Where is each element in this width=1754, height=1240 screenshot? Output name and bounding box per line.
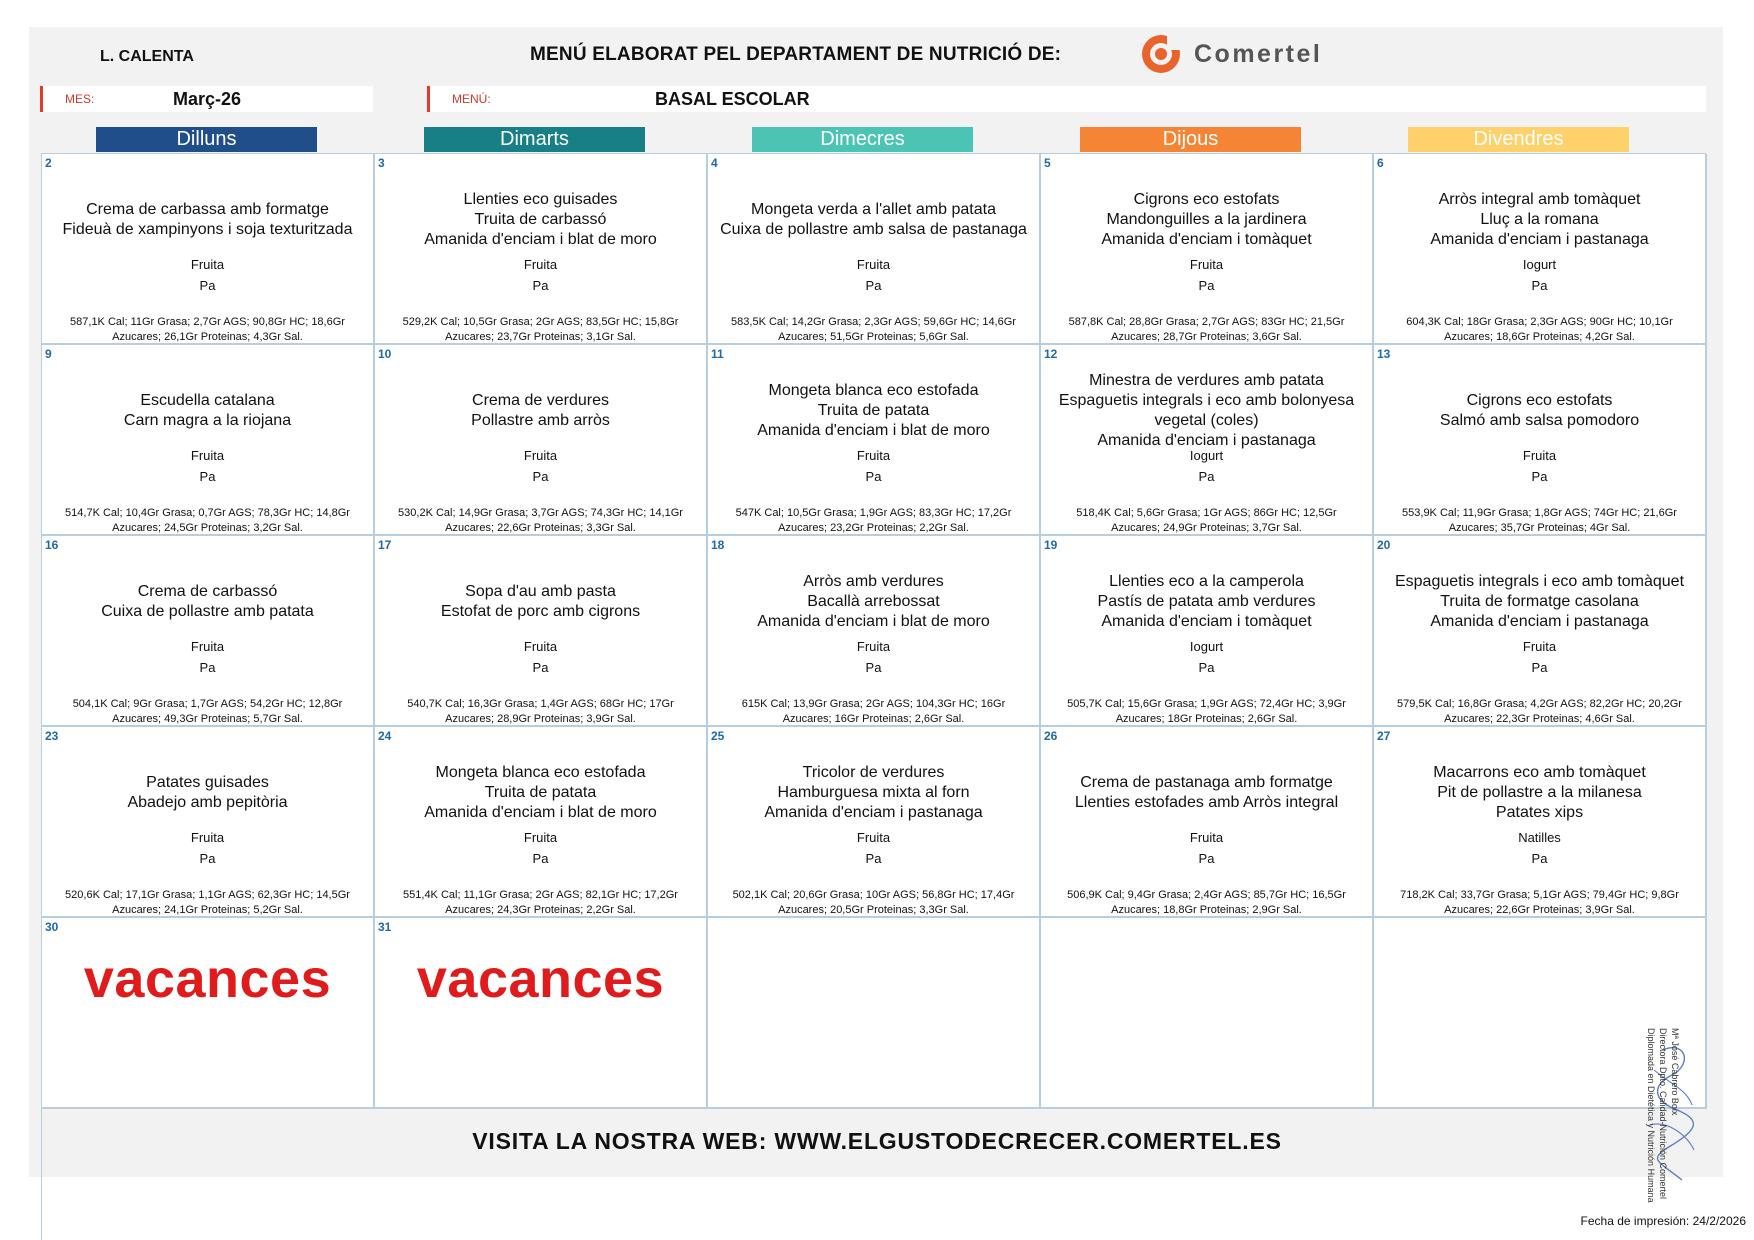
nutrition-info <box>381 506 700 536</box>
day-cell <box>1041 918 1374 1109</box>
nutrition-info <box>381 697 700 727</box>
dessert: Fruita <box>523 448 558 463</box>
nutrition-line: Azucares; 18,6Gr Proteinas; 4,2Gr Sal. <box>1444 331 1635 343</box>
day-number: 9 <box>45 347 52 361</box>
dessert: Iogurt <box>1189 639 1224 654</box>
nutrition-line: Azucares; 49,3Gr Proteinas; 5,7Gr Sal. <box>112 713 303 725</box>
day-number: 5 <box>1044 156 1051 170</box>
bread: Pa <box>532 278 549 293</box>
bread: Pa <box>865 469 882 484</box>
nutrition-info <box>1047 315 1366 345</box>
day-number: 19 <box>1044 538 1058 552</box>
comertel-logo-icon <box>1138 34 1184 74</box>
day-number: 25 <box>711 729 725 743</box>
dessert: Iogurt <box>1522 257 1557 272</box>
day-number: 26 <box>1044 729 1058 743</box>
nutrition-info <box>1047 888 1366 918</box>
nutrition-info <box>381 315 700 345</box>
dessert: Fruita <box>1522 639 1557 654</box>
nutrition-line: Azucares; 22,6Gr Proteinas; 3,3Gr Sal. <box>445 522 636 534</box>
nutrition-line: Azucares; 16Gr Proteinas; 2,6Gr Sal. <box>782 713 965 725</box>
dish: Pastís de patata amb verdures <box>1097 593 1316 610</box>
dish: Mongeta blanca eco estofada <box>768 382 979 399</box>
dish: Amanida d'enciam i tomàquet <box>1101 231 1312 248</box>
day-number: 3 <box>378 156 385 170</box>
day-cell <box>42 918 375 1109</box>
day-number: 20 <box>1377 538 1391 552</box>
nutrition-line: Azucares; 51,5Gr Proteinas; 5,6Gr Sal. <box>778 331 969 343</box>
day-number: 18 <box>711 538 725 552</box>
nutrition-info <box>48 697 367 727</box>
nutrition-line: Azucares; 24,3Gr Proteinas; 2,2Gr Sal. <box>445 904 636 916</box>
dish: Mongeta blanca eco estofada <box>435 764 646 781</box>
dish: Bacallà arrebossat <box>807 593 940 610</box>
day-header-dimarts: Dimarts <box>424 127 645 152</box>
dish: Cuixa de pollastre amb patata <box>101 603 314 620</box>
dish: Truita de carbassó <box>474 211 607 228</box>
dessert: Fruita <box>190 448 225 463</box>
dish: Arròs amb verdures <box>803 573 944 590</box>
dessert: Natilles <box>1518 830 1561 845</box>
dessert: Fruita <box>1189 257 1224 272</box>
dish: Amanida d'enciam i pastanaga <box>1430 231 1649 248</box>
signature-role: Directora Dpto. Calidad-Nutrición Comertel <box>1658 1028 1668 1200</box>
dish: Amanida d'enciam i pastanaga <box>1097 432 1316 449</box>
menu-value: BASAL ESCOLAR <box>655 89 810 109</box>
day-number: 4 <box>711 156 718 170</box>
nutrition-line: Azucares; 26,1Gr Proteinas; 4,3Gr Sal. <box>112 331 303 343</box>
day-number: 23 <box>45 729 59 743</box>
bread: Pa <box>199 469 216 484</box>
nutrition-line: Azucares; 22,3Gr Proteinas; 4,6Gr Sal. <box>1444 713 1635 725</box>
dish: Espaguetis integrals i eco amb bolonyesa <box>1058 392 1355 409</box>
dish: Crema de carbassó <box>137 583 278 600</box>
dessert: Fruita <box>856 639 891 654</box>
day-header-divendres: Divendres <box>1408 127 1629 152</box>
dessert: Fruita <box>523 639 558 654</box>
day-cell <box>375 154 708 345</box>
nutrition-line: Azucares; 35,7Gr Proteinas; 4Gr Sal. <box>1448 522 1631 534</box>
dish: Hamburguesa mixta al forn <box>777 784 970 801</box>
nutrition-line: 504,1K Cal; 9Gr Grasa; 1,7Gr AGS; 54,2Gr HC; 12,8Gr <box>72 698 343 710</box>
nutrition-info <box>48 315 367 345</box>
dessert: Fruita <box>1522 448 1557 463</box>
dish: Truita de patata <box>817 402 930 419</box>
day-cell <box>708 536 1041 727</box>
nutrition-line: 583,5K Cal; 14,2Gr Grasa; 2,3Gr AGS; 59,6Gr HC; 14,6Gr <box>731 316 1016 328</box>
bread: Pa <box>1531 469 1548 484</box>
dish: Cuixa de pollastre amb salsa de pastanaga <box>720 221 1027 238</box>
dessert: Fruita <box>856 448 891 463</box>
day-cell <box>375 345 708 536</box>
dessert: Fruita <box>190 257 225 272</box>
bread: Pa <box>199 851 216 866</box>
nutrition-line: 530,2K Cal; 14,9Gr Grasa; 3,7Gr AGS; 74,3Gr HC; 14,1Gr <box>398 507 683 519</box>
nutrition-line: 514,7K Cal; 10,4Gr Grasa; 0,7Gr AGS; 78,3Gr HC; 14,8Gr <box>65 507 350 519</box>
dish: Crema de carbassa amb formatge <box>86 201 329 218</box>
nutrition-line: 579,5K Cal; 16,8Gr Grasa; 4,2Gr AGS; 82,2Gr HC; 20,2Gr <box>1397 698 1682 710</box>
dessert: Fruita <box>190 639 225 654</box>
bread: Pa <box>1531 851 1548 866</box>
dish: Pit de pollastre a la milanesa <box>1437 784 1642 801</box>
day-header-dijous: Dijous <box>1080 127 1301 152</box>
day-header-dilluns: Dilluns <box>96 127 317 152</box>
nutrition-line: Azucares; 23,2Gr Proteinas; 2,2Gr Sal. <box>778 522 969 534</box>
bread: Pa <box>199 278 216 293</box>
day-cell <box>1374 345 1707 536</box>
dessert: Fruita <box>523 830 558 845</box>
dish: Crema de pastanaga amb formatge <box>1080 774 1333 791</box>
dessert: Fruita <box>1189 830 1224 845</box>
bread: Pa <box>199 660 216 675</box>
day-number: 17 <box>378 538 392 552</box>
dish: Patates guisades <box>146 774 269 791</box>
dish: Tricolor de verdures <box>802 764 945 781</box>
nutrition-info <box>1380 697 1699 727</box>
dish: Lluç a la romana <box>1480 211 1599 228</box>
dish: Truita de patata <box>484 784 597 801</box>
comertel-logo <box>1138 34 1322 74</box>
day-cell <box>375 727 708 918</box>
nutrition-info <box>381 888 700 918</box>
day-number: 12 <box>1044 347 1058 361</box>
dessert: Fruita <box>856 830 891 845</box>
day-header-dimecres: Dimecres <box>752 127 973 152</box>
nutrition-line: 505,7K Cal; 15,6Gr Grasa; 1,9Gr AGS; 72,4Gr HC; 3,9Gr <box>1067 698 1346 710</box>
bread: Pa <box>1198 660 1215 675</box>
dish: Salmó amb salsa pomodoro <box>1439 412 1640 429</box>
bread: Pa <box>1531 278 1548 293</box>
nutrition-line: Azucares; 23,7Gr Proteinas; 3,1Gr Sal. <box>445 331 636 343</box>
signature-title: Diplomada en Dietética y Nutrición Humana <box>1646 1028 1656 1203</box>
dish: Amanida d'enciam i blat de moro <box>424 804 657 821</box>
nutrition-line: Azucares; 28,7Gr Proteinas; 3,6Gr Sal. <box>1111 331 1302 343</box>
dessert: Fruita <box>190 830 225 845</box>
nutrition-info <box>1047 506 1366 536</box>
day-number: 31 <box>378 920 392 934</box>
day-cell <box>42 154 375 345</box>
bread: Pa <box>532 851 549 866</box>
day-cell <box>1041 345 1374 536</box>
dish: Truita de formatge casolana <box>1440 593 1639 610</box>
print-date: Fecha de impresión: 24/2/2026 <box>1580 1214 1746 1228</box>
nutrition-info <box>1047 697 1366 727</box>
dish: Arròs integral amb tomàquet <box>1438 191 1641 208</box>
day-number: 6 <box>1377 156 1384 170</box>
dish: Abadejo amb pepitòria <box>127 794 288 811</box>
bread: Pa <box>1531 660 1548 675</box>
dish: Cigrons eco estofats <box>1466 392 1613 409</box>
dish: Mongeta verda a l'allet amb patata <box>751 201 996 218</box>
line-label: L. CALENTA <box>100 48 194 65</box>
day-cell <box>1041 727 1374 918</box>
nutrition-info <box>1380 315 1699 345</box>
dish: Mandonguilles a la jardinera <box>1106 211 1307 228</box>
nutrition-info <box>714 888 1033 918</box>
month-label: MES: <box>65 92 95 106</box>
nutrition-line: 547K Cal; 10,5Gr Grasa; 1,9Gr AGS; 83,3Gr HC; 17,2Gr <box>735 507 1012 519</box>
nutrition-line: 587,1K Cal; 11Gr Grasa; 2,7Gr AGS; 90,8Gr HC; 18,6Gr <box>70 316 345 328</box>
day-number: 2 <box>45 156 52 170</box>
dish: Amanida d'enciam i pastanaga <box>1430 613 1649 630</box>
nutrition-info <box>48 506 367 536</box>
nutrition-line: Azucares; 24,5Gr Proteinas; 3,2Gr Sal. <box>112 522 303 534</box>
nutrition-line: Azucares; 22,6Gr Proteinas; 3,9Gr Sal. <box>1444 904 1635 916</box>
nutrition-line: Azucares; 24,9Gr Proteinas; 3,7Gr Sal. <box>1111 522 1302 534</box>
page-title: MENÚ ELABORAT PEL DEPARTAMENT DE NUTRICIÓ DE: <box>530 44 1062 65</box>
website-banner: VISITA LA NOSTRA WEB: WWW.ELGUSTODECRECER.COMERTEL.ES <box>472 1128 1282 1154</box>
menu-calendar-grid <box>41 153 1706 1240</box>
dish: Amanida d'enciam i blat de moro <box>424 231 657 248</box>
day-cell <box>708 345 1041 536</box>
nutrition-line: Azucares; 18,8Gr Proteinas; 2,9Gr Sal. <box>1111 904 1302 916</box>
bread: Pa <box>1198 469 1215 484</box>
dish: Carn magra a la riojana <box>123 412 292 429</box>
nutrition-info <box>1380 506 1699 536</box>
dish: Escudella catalana <box>140 392 275 409</box>
day-cell <box>375 536 708 727</box>
nutrition-line: 604,3K Cal; 18Gr Grasa; 2,3Gr AGS; 90Gr HC; 10,1Gr <box>1406 316 1673 328</box>
day-cell <box>1041 536 1374 727</box>
dish: vegetal (coles) <box>1154 412 1259 429</box>
logo-text: Comertel <box>1194 39 1323 68</box>
bread: Pa <box>865 278 882 293</box>
nutrition-line: 718,2K Cal; 33,7Gr Grasa; 5,1Gr AGS; 79,4Gr HC; 9,8Gr <box>1400 889 1679 901</box>
nutrition-line: Azucares; 20,5Gr Proteinas; 3,3Gr Sal. <box>778 904 969 916</box>
nutrition-info <box>714 506 1033 536</box>
dish: Crema de verdures <box>472 392 609 409</box>
nutrition-line: 518,4K Cal; 5,6Gr Grasa; 1Gr AGS; 86Gr HC; 12,5Gr <box>1076 507 1337 519</box>
day-cell <box>708 918 1041 1109</box>
nutrition-line: 506,9K Cal; 9,4Gr Grasa; 2,4Gr AGS; 85,7Gr HC; 16,5Gr <box>1067 889 1346 901</box>
dish: Sopa d'au amb pasta <box>465 583 616 600</box>
dish: Patates xips <box>1495 804 1584 821</box>
vacances-label: vacances <box>83 949 332 1009</box>
dish: Estofat de porc amb cigrons <box>440 603 641 620</box>
dish: Llenties eco a la camperola <box>1109 573 1304 590</box>
dessert: Fruita <box>856 257 891 272</box>
day-number: 10 <box>378 347 392 361</box>
month-value: Març-26 <box>173 89 242 109</box>
day-number: 30 <box>45 920 59 934</box>
nutrition-info <box>714 697 1033 727</box>
nutrition-line: 529,2K Cal; 10,5Gr Grasa; 2Gr AGS; 83,5Gr HC; 15,8Gr <box>402 316 679 328</box>
dish: Espaguetis integrals i eco amb tomàquet <box>1394 573 1685 590</box>
dessert: Fruita <box>523 257 558 272</box>
bread: Pa <box>532 660 549 675</box>
signature-block <box>1636 1028 1696 1203</box>
nutrition-line: 551,4K Cal; 11,1Gr Grasa; 2Gr AGS; 82,1Gr HC; 17,2Gr <box>403 889 678 901</box>
nutrition-line: Azucares; 24,1Gr Proteinas; 5,2Gr Sal. <box>112 904 303 916</box>
day-cell <box>708 154 1041 345</box>
bread: Pa <box>865 851 882 866</box>
month-box <box>40 86 373 112</box>
bread: Pa <box>532 469 549 484</box>
day-cell <box>1374 536 1707 727</box>
dish: Amanida d'enciam i tomàquet <box>1101 613 1312 630</box>
day-cell <box>1374 727 1707 918</box>
day-number: 27 <box>1377 729 1391 743</box>
nutrition-line: 502,1K Cal; 20,6Gr Grasa; 10Gr AGS; 56,8Gr HC; 17,4Gr <box>732 889 1015 901</box>
nutrition-line: Azucares; 28,9Gr Proteinas; 3,9Gr Sal. <box>445 713 636 725</box>
day-number: 16 <box>45 538 59 552</box>
nutrition-info <box>48 888 367 918</box>
dish: Amanida d'enciam i blat de moro <box>757 613 990 630</box>
nutrition-line: 553,9K Cal; 11,9Gr Grasa; 1,8Gr AGS; 74Gr HC; 21,6Gr <box>1402 507 1677 519</box>
dish: Minestra de verdures amb patata <box>1089 372 1324 389</box>
signature-name: Mª José Cabrero Boix <box>1670 1028 1680 1116</box>
day-number: 13 <box>1377 347 1391 361</box>
day-number: 24 <box>378 729 392 743</box>
bread: Pa <box>1198 278 1215 293</box>
dish: Pollastre amb arròs <box>471 412 610 429</box>
menu-label: MENÚ: <box>452 92 491 106</box>
day-cell <box>42 727 375 918</box>
day-number: 11 <box>711 347 724 361</box>
bread: Pa <box>865 660 882 675</box>
day-cell <box>375 918 708 1109</box>
day-cell <box>1374 154 1707 345</box>
dessert: Iogurt <box>1189 448 1224 463</box>
nutrition-info <box>714 315 1033 345</box>
day-cell <box>42 345 375 536</box>
dish: Llenties estofades amb Arròs integral <box>1074 794 1339 811</box>
day-cell <box>42 536 375 727</box>
nutrition-line: Azucares; 18Gr Proteinas; 2,6Gr Sal. <box>1115 713 1298 725</box>
dish: Amanida d'enciam i pastanaga <box>764 804 983 821</box>
dish: Fideuà de xampinyons i soja texturitzada <box>62 221 353 238</box>
vacances-label: vacances <box>416 949 665 1009</box>
nutrition-line: 587,8K Cal; 28,8Gr Grasa; 2,7Gr AGS; 83Gr HC; 21,5Gr <box>1068 316 1345 328</box>
day-cell <box>1041 154 1374 345</box>
nutrition-line: 520,6K Cal; 17,1Gr Grasa; 1,1Gr AGS; 62,3Gr HC; 14,5Gr <box>65 889 350 901</box>
dish: Macarrons eco amb tomàquet <box>1433 764 1646 781</box>
nutrition-line: 615K Cal; 13,9Gr Grasa; 2Gr AGS; 104,3Gr HC; 16Gr <box>741 698 1006 710</box>
nutrition-info <box>1380 888 1699 918</box>
nutrition-line: 540,7K Cal; 16,3Gr Grasa; 1,4Gr AGS; 68Gr HC; 17Gr <box>407 698 674 710</box>
day-cell <box>708 727 1041 918</box>
dish: Llenties eco guisades <box>463 191 618 208</box>
dish: Amanida d'enciam i blat de moro <box>757 422 990 439</box>
menu-box <box>427 86 1706 112</box>
dish: Cigrons eco estofats <box>1133 191 1280 208</box>
bread: Pa <box>1198 851 1215 866</box>
